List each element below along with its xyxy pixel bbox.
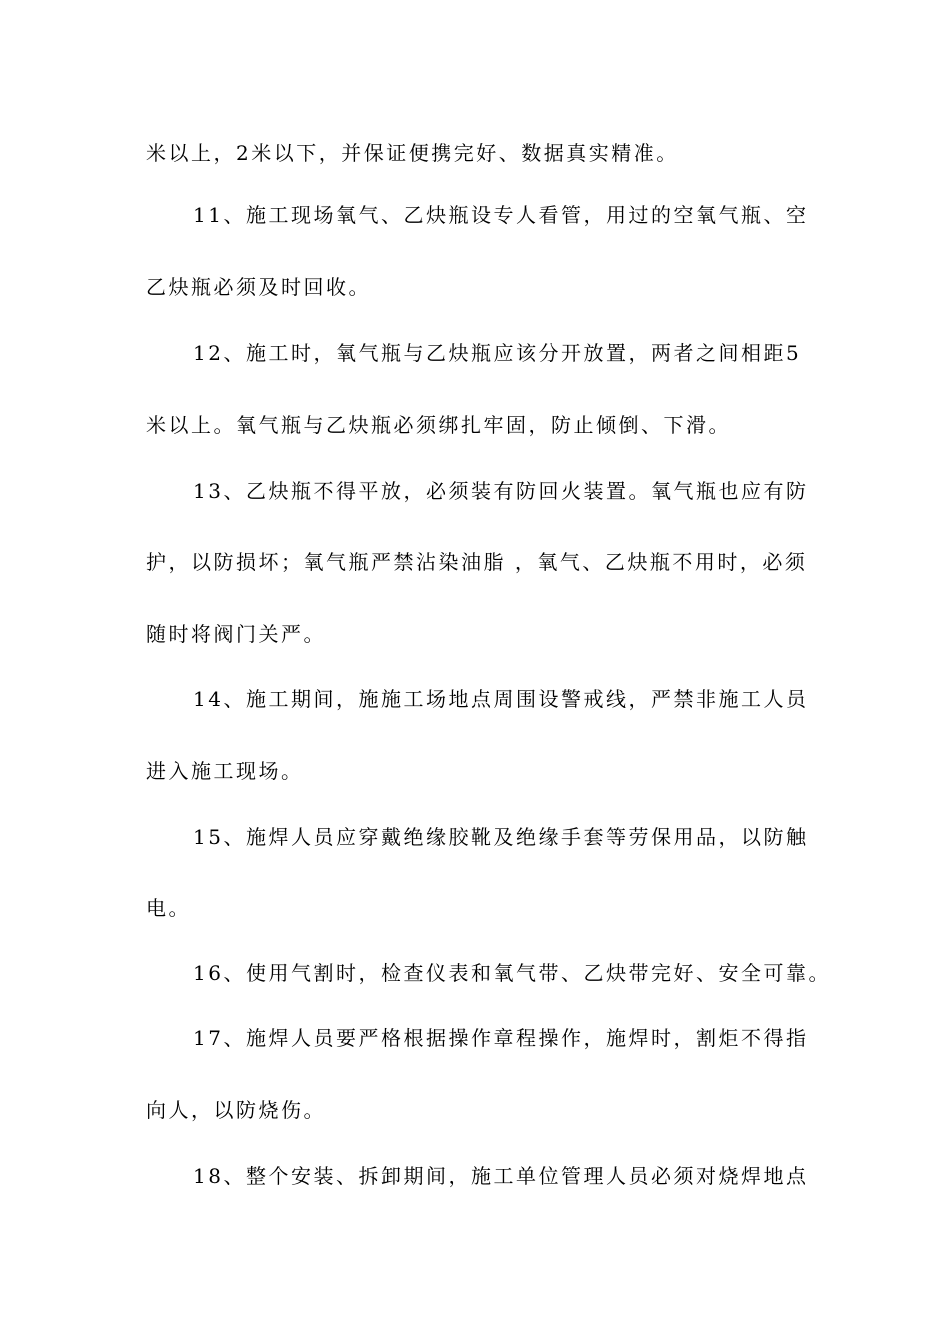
paragraph-18-start: 18、整个安装、拆卸期间，施工单位管理人员必须对烧焊地点 — [193, 1164, 809, 1188]
text-line: 米以上。氧气瓶与乙炔瓶必须绑扎牢固，防止倾倒、下滑。 — [146, 413, 731, 437]
text-line: 护，以防损坏；氧气瓶严禁沾染油脂 ，氧气、乙炔瓶不用时，必须 — [146, 550, 808, 574]
paragraph-15-start: 15、施焊人员应穿戴绝缘胶靴及绝缘手套等劳保用品，以防触 — [193, 825, 809, 849]
paragraph-16-start: 16、使用气割时，检查仪表和氧气带、乙炔带完好、安全可靠。 — [193, 961, 831, 985]
text-line: 米以上，2米以下，并保证便携完好、数据真实精准。 — [146, 141, 679, 165]
text-line: 电。 — [146, 896, 191, 920]
text-line: 进入施工现场。 — [146, 759, 304, 783]
text-line: 向人，以防烧伤。 — [146, 1098, 326, 1122]
paragraph-14-start: 14、施工期间，施施工场地点周围设警戒线，严禁非施工人员 — [193, 687, 809, 711]
paragraph-11-start: 11、施工现场氧气、乙炔瓶设专人看管，用过的空氧气瓶、空 — [193, 203, 809, 227]
text-line: 乙炔瓶必须及时回收。 — [146, 275, 371, 299]
paragraph-12-start: 12、施工时，氧气瓶与乙炔瓶应该分开放置，两者之间相距5 — [193, 341, 802, 365]
text-line: 随时将阀门关严。 — [146, 622, 326, 646]
paragraph-13-start: 13、乙炔瓶不得平放，必须装有防回火装置。氧气瓶也应有防 — [193, 479, 809, 503]
paragraph-17-start: 17、施焊人员要严格根据操作章程操作，施焊时，割炬不得指 — [193, 1026, 809, 1050]
